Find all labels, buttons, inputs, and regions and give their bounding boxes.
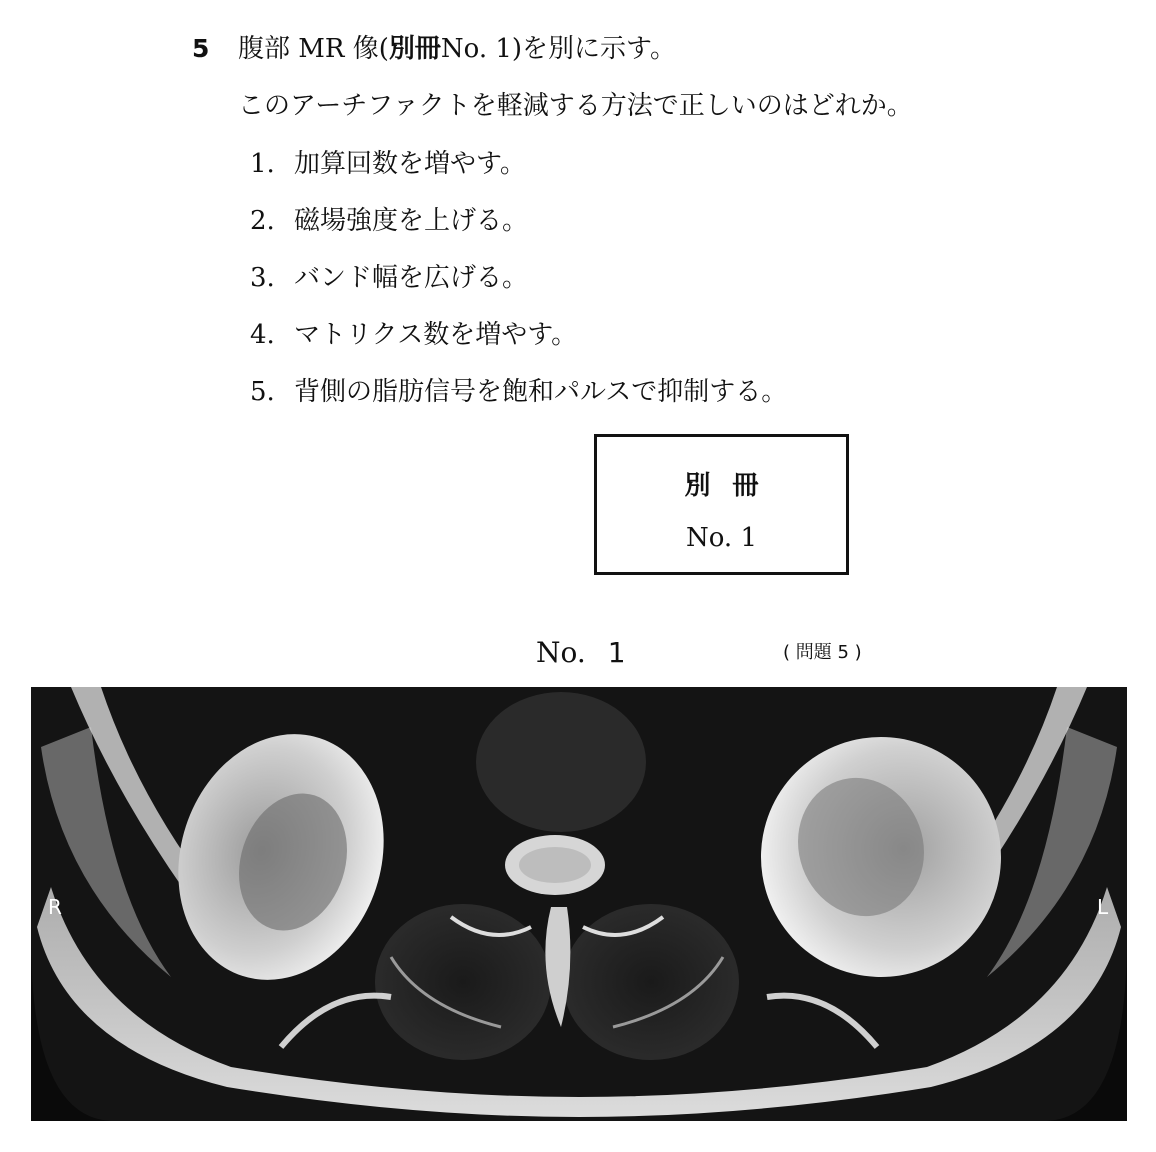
choice-number: 1.	[250, 149, 275, 179]
choice-3[interactable]	[250, 263, 528, 293]
choice-number: 2.	[250, 206, 275, 236]
choice-4[interactable]	[250, 320, 577, 350]
question-stem-line1	[238, 34, 676, 64]
figure-label-prefix: No.	[536, 636, 586, 669]
choice-text: 背側の脂肪信号を飽和パルスで抑制する。	[294, 377, 788, 407]
stem-prefix: 腹部 MR 像(	[238, 34, 389, 64]
choice-1[interactable]	[250, 149, 526, 179]
choice-text: 磁場強度を上げる。	[294, 206, 529, 236]
mri-scan-illustration	[31, 687, 1127, 1121]
figure-label	[536, 636, 626, 669]
reference-number: No. 1	[685, 523, 758, 553]
side-label-right: R	[48, 895, 62, 919]
stem-suffix: No. 1)を別に示す。	[440, 34, 676, 64]
choice-number: 4.	[250, 320, 275, 350]
choice-2[interactable]	[250, 206, 528, 236]
choice-number: 5.	[250, 377, 275, 407]
choice-number: 3.	[250, 263, 275, 293]
mri-image	[31, 687, 1127, 1121]
reference-title: 別冊	[684, 471, 781, 501]
choice-text: マトリクス数を増やす。	[294, 320, 578, 350]
stem-bold: 別冊	[388, 34, 441, 64]
reference-box	[594, 434, 849, 575]
choice-5[interactable]	[250, 377, 787, 407]
figure-question-ref: ( 問題 5 )	[783, 642, 862, 663]
choice-text: バンド幅を広げる。	[294, 263, 529, 293]
question-number: 5	[192, 34, 210, 63]
choice-text: 加算回数を増やす。	[294, 149, 526, 179]
side-label-left: L	[1097, 895, 1109, 919]
figure-label-number: 1	[607, 636, 626, 669]
question-prompt: このアーチファクトを軽減する方法で正しいのはどれか。	[238, 91, 913, 121]
